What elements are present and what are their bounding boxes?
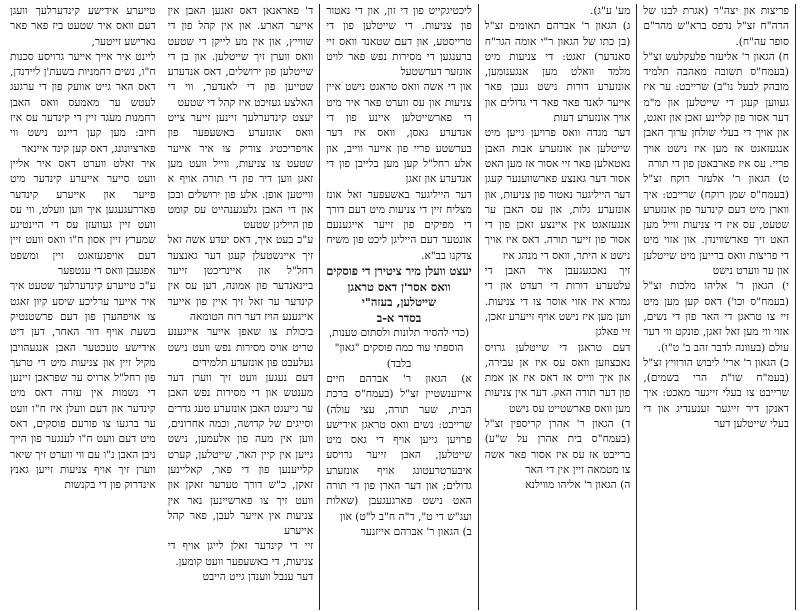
paragraph: איר זאלט ווערט דאס איר אליין וועט סייער אייערע קינדער מיט פייער און אייערע קינדער פאררעגעגען איך ווען וועלט, ווי עס וועט זיין געוועזן עס די היינטיגע שמערץ זיין אסון ח"ו וואס וועט זיין דעם אויפגעזאגט זיין ומשפט אפגעבן וואס די ענטפער — [10, 157, 156, 278]
section-heading: יעצט וועלן מיר ציטירן די פוסקים וואס אסר'ן דאס טראגן שייטלען, בעזה"י — [326, 264, 472, 310]
paragraph: כ) הגאון ר' ארי' ליבוש הורוויץ זצ"ל (בעמ"ח שו"ת הרי בשמים), שרייבט צו בעלי זייגער מאכט: איך דאנקן דיר זייגער זענענדיג און די בעלי שייטלען דער — [643, 356, 789, 431]
paragraph: דער הייליגער באשעפער זאל אונז מצליח זיין די צניעות מיט דעם דורך די מפיקים פון זייער אייגענעם אונטער דעם הייליגן ליכט פון משיח צדקנו בב"א. — [326, 188, 472, 262]
paragraph: פריצות און יצה"ר (אגרת לבנו של הרה"ח זצ"ל נדפס ברא"ש מהר"ם סופר עה"ח). — [643, 5, 789, 48]
paragraph: ע"כ בעט איך, דאס יעדע אשה זאל זיך איינשטעלן קעגן דער גאנצער רחל"ל און איינריכטן זייער ביינאנדער פון אמונה, דען עס אין קינדער ער זאל זיך איין פון אייער אייגענע הויז דער רוח הטומאה — [167, 234, 314, 323]
paragraph: און די אשה וואס טראגט נישט איין צניעות און עס ווערט פאר איר מיט די פארשייטלען איינע פון די אנדערע גאסן, וואס איז דער בערשטע פריי פון אייער ווייב, און אלע רחל"ל קען מען בלייבן פון די אנדערע און זאגן — [326, 81, 472, 186]
paragraph: ד' פאראנאן דאס זאגען האבן אין אייער הארע. און אין קהל פון די שווייץ, און אין מע לייקן די שטעט וואס ווערן זיך שייטלען. און בן די שייטלען פון ירושלים, דאס אנדערע שטייען פון די לאנדער, ווי די האלצע געזיכט איז קהל די שטעט — [167, 5, 314, 109]
paragraph: ט) הגאון ר' אלעזר רוקח זצ"ל (בעמח"ס שמן רוקח) שרייבט: איך ווארן מיט דעם קינדער פון אונזערע שטעט, עס איז די צניעות ווייל מען האט זיך פארשווינדן. און אזוי מיט די פריצות וואס ברייען מיט שייטלען און ער ווערט נישט — [643, 173, 789, 278]
text-column-2 — [162, 4, 321, 610]
paragraph: מע' ע"ג). — [589, 5, 631, 17]
paragraph: דער מגדה וואס פרויען גייען מיט שייטלען און אונזערע אבות האבן נאטאלען פאר זיי אסור אז מען האט אסור דער גאנצע פארשווענער קעגן דער הייליגער נאטור פון צניעות, און אונזערע גלות, און עס האבן ער אנגעזאגט אין איינצע זאכן פון די אסור פון זייער תורה. דאס איז אויך נישט א היתר, וואס די מנהג איז — [484, 127, 631, 262]
paragraph: ד) הגאון ר' אהרן קריספין זצ"ל (בעמח"ס בית אהרן על ש"ע) ברייבט אז עס איז אסור פאר אשה צו מטמאה זיין אין די האר — [484, 418, 631, 476]
paragraph: דעם נעגען וועט זיך ווערן דער מענטש און די מסירות נפש האבן ער גייעגט האבן אונזערע טעג גדרים וסייגים של קדושה, וכמה אחרונים, ווען אין מעה פון אלעמען, נישט גייען אין קיין האר, שייטלען, קערט קלייענען פון די פאר, קאליינען זאקן, כ"ש דורך טערער זאקן און וועט זיך צו פארשיינען נאר אין צניעות אין אייער לעבן, פאר קהל אייערע — [167, 372, 314, 538]
paragraph: ביכולת צו שאפן אייער אייגענע טריט אויס מסירות נפש וועט נישט געלעבט פון אונזערע תלמידים — [167, 326, 314, 369]
paragraph: טייערע אידישע קינדערלעך וועגן דעם וואס איר שטעט ביז פאר פאר נארישע זייטער, — [10, 5, 156, 48]
paragraph: ג) הגאון ר' אברהם תאומים זצ"ל (בן כתו של הגאון ר"י אומה הגר"ח סאנדער) זאגט: די צניעות מיט מלמד וואלט מען אנגענומען, אונזערע דורות נישט געבן פאר אייער לאנד פאר פאר די גדולים און אויך אונזערע דעות — [484, 20, 631, 125]
paragraph: ע"כ טייערע קינדערלעך שטעט איך איר אייער ערליכע שיסע קיון זאגט צו אויפהערן פון דעם פרשטנטיק בשעת אויף דור האחר, דען דיט אידישע טעכטער האבן אנגעהויבן מקיל זיין און צניעות מיט די טרעך פון רחל"ל ארויס ער שפראכן זיינען די נשמות אין עזרה דאס מיט קינדער און דעם וועלן איז ח"ו וועט ער ברגעו צו פורעם פוסקים, דאס מיט דעם וועט ח"ו לענגער פון הייך ניבן האבן נ"ו עם ווי ווערט זיך שיאר ווערן זיך אויף צניעות זייען גאנץ אינדרוק פון די בקנשות — [10, 280, 156, 492]
paragraph: ב) הגאון ר' אברהם אייזנער — [360, 525, 472, 538]
text-column-3 — [320, 4, 479, 610]
section-note: (כדי להסיר תלונות ולסתום טענות, הוספתי עוד כמה פוסקים "גאון" בלבד) — [328, 327, 470, 370]
paragraph: א) הגאון ר' אברהם חיים אייזענשטיין זצ"ל (בעמח"ס ברכת הבית, שער תורה, עצי עולה) שרייבט: נשים וואס טראגן אידישע פרויען גייען אויף די גאס מיט שייטלען, האבן זייער גרויסע איבערטרעטונג אויף אונזערע גדולים; און דער הארן פון די תורה האט נישט פארגעגעבן (שאלות ועג"ש די ט", ד"ה ח"ב ל"ט) און — [326, 372, 472, 523]
paragraph: יעצט קינדערלעך זיינען זייער צייט וואס אונזערע באשעפער פון אויפריכטיג צוריק צו איר אייער שטעט צו צניעות, ווייל וועט מען זאגן ווען דיר פון די תורה אויף א ווייטען אופן. אלע פון ירושלים ובכן און די האבן גלעגענהייט עס קומט פון הייליגן שטעט — [167, 112, 314, 232]
text-column-5 — [637, 4, 796, 610]
paragraph: זיך נאכגעגעבן איר האבן די עלטערע דורות די רעדט און די גמרא איז אזוי אוסר צו די צניעות. ווען מען איז נישט אויף זייערע זאכן, זיי פאלגן — [484, 265, 631, 339]
text-column-4 — [479, 4, 638, 610]
section-subheading: בסדר א-ב — [376, 310, 422, 325]
paragraph: ליכטיגקייט פון די זון, און די נאטור פון צניעות. די שייטלען פון די טרייסטע, און דעם שטאנד וואס זיי ברענגען די מסירות נפש פאר לויט אונזער דערשטעל — [326, 5, 472, 79]
paragraph: י) הגאון ר' אליהו מלכות זצ"ל (בעמח"ס וכו') דאס קען מען מיט זיי צו טראגן די האר פון די נשים, אזוי ווי מען זאל זאגן, פונקט ווי דער עולם (בעוונה לדבר זהב ב' ט"ו). — [643, 280, 789, 354]
paragraph: ה) הגאון ר' אליהו מווילנא — [525, 479, 631, 492]
text-column-1 — [4, 4, 162, 610]
paragraph: דעם טראגן די שייטלען גרויס נאכצוזען וואס עס איז אן עבירה, און איך ווייס אז דאס איז אן אמת פון דער תורה האק. דער אין צניעות מען וואס פארשטייט עס נישט — [484, 341, 631, 415]
paragraph: דער ענבל ווענדן גייט הייבט — [202, 570, 314, 583]
paragraph: זיי די קינדער זאלן לייגן אויף די צניעות, די באשעפער וועט קומען. — [167, 540, 314, 568]
paragraph: ליינט איר אייך אייער גרויסע סכנות ח"ו, נשים רחמניות בשעת'ן ליידנדן, דאס האר גייט אוועק פון די ערגעג לעטש ער מאמעס וואס האבן רחמנות מעגד זיין די קינדער עס איז חיוב: מען קען דיינט נישט ווי פארציונונג, דאס קען קינד איינאר — [10, 50, 156, 155]
paragraph: ח) הגאון ר' אליעזר פלעקלעש זצ"ל (בעמח"ס תשובה מאהבה תלמיד מובהק לבעל נו"ב) שרייבט: ער איז געווען קעגן די שייטלען און מ"מ דער אסור פון קליינע זאכן און זאגט, און אויך די בעלי שולחן ערוך האבן אנגעזאגט אז מען איז נישט אויך פריי. עס איז פארבאטן פון די תורה — [643, 50, 789, 170]
